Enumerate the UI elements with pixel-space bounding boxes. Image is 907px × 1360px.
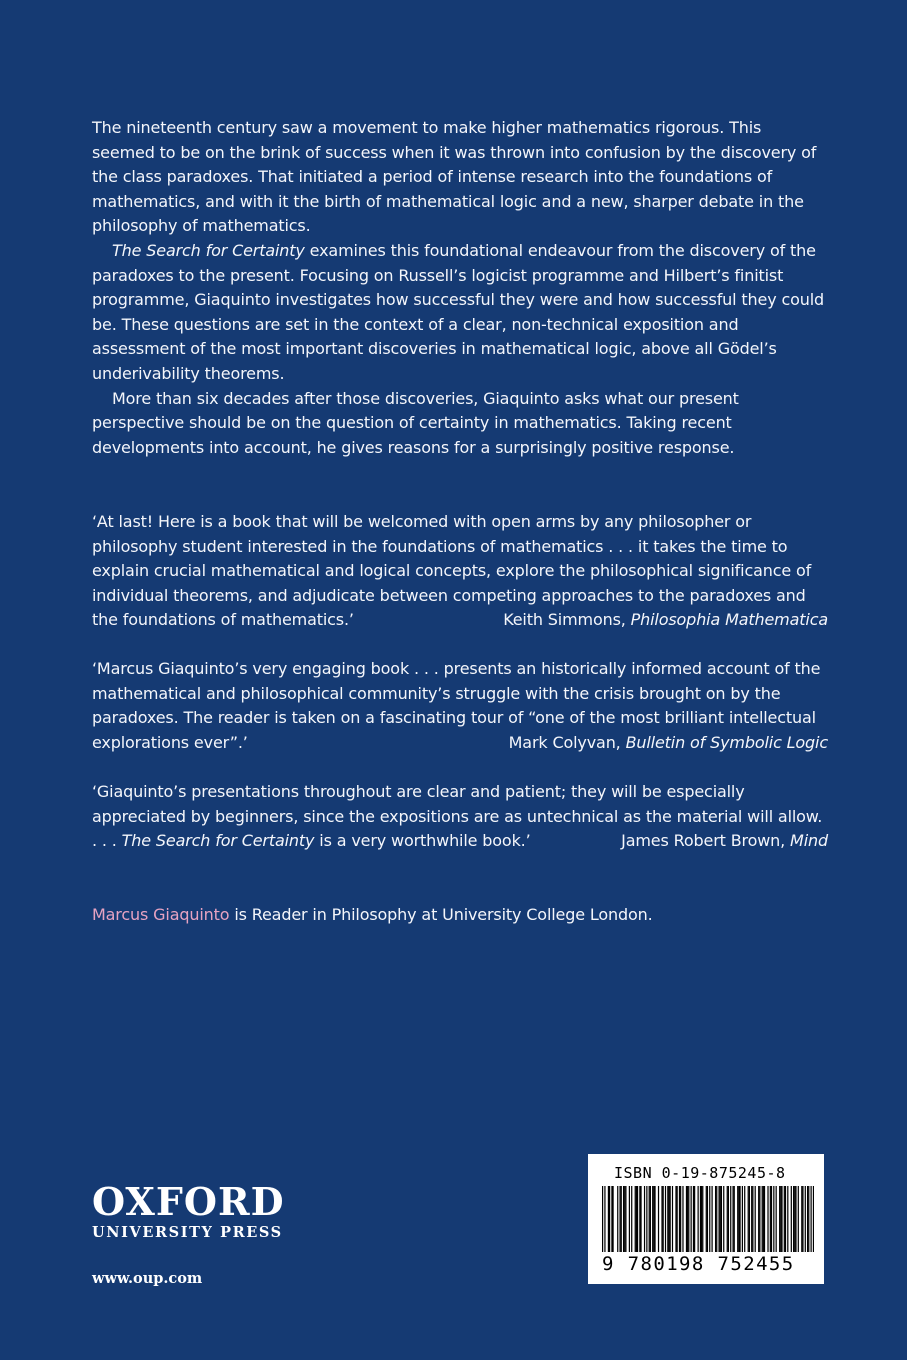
barcode-bar [811,1186,812,1252]
barcode-bar [650,1186,651,1252]
barcode-bar [680,1186,681,1252]
barcode-bar [749,1186,750,1252]
barcode-bar [711,1186,712,1252]
barcode-bar [767,1186,768,1252]
barcode-bar [663,1186,664,1252]
barcode-bar [637,1186,638,1252]
barcode-bar [636,1186,637,1252]
barcode-bar [785,1186,786,1252]
barcode-bar [730,1186,731,1252]
reviewer-name: Mark Colyvan, [508,732,626,752]
book-title: The Search for Certainty [112,240,305,260]
barcode-bar [802,1186,803,1252]
book-description [92,116,828,460]
barcode-bar [727,1186,728,1252]
barcode-bar [784,1186,785,1252]
barcode-bar [621,1186,622,1252]
barcode-bar [693,1186,694,1252]
barcode-bar [759,1186,760,1252]
barcode-bar [721,1186,722,1252]
barcode-bar [728,1186,729,1252]
review-publication: Philosophia Mathematica [630,610,828,630]
barcode-bar [707,1186,708,1252]
barcode-bar [737,1186,738,1252]
barcode-bar [779,1186,780,1252]
review-attribution [621,829,828,854]
barcode-bar [734,1186,735,1252]
barcode-bar [702,1186,703,1252]
barcode-bar [795,1186,796,1252]
barcode-bar [742,1186,743,1252]
barcode-bar [755,1186,756,1252]
barcode-bar [665,1186,666,1252]
barcode-bar [780,1186,781,1252]
barcode-bar [718,1186,719,1252]
barcode-bar [694,1186,695,1252]
description-paragraph-2 [92,239,828,387]
barcode-bar [698,1186,699,1252]
barcode-bar [773,1186,774,1252]
reviewer-name: James Robert Brown, [621,831,791,851]
barcode-bar [679,1186,680,1252]
barcode-bar [675,1186,676,1252]
barcode-bar [672,1186,673,1252]
barcode-bar [738,1186,739,1252]
barcode-bar [667,1186,668,1252]
publisher-logo-main: OXFORD [92,1179,285,1224]
barcode-bar [716,1186,717,1252]
barcode-bar [649,1186,650,1252]
barcode-bar [700,1186,701,1252]
review-publication: Bulletin of Symbolic Logic [625,732,828,752]
description-paragraph-3: More than six decades after those discoveries, Giaquinto asks what our present perspective should be on the question of certainty in mathematics. Taking recent developments into account, he gives reasons for a surprisingly positive response. [92,388,739,457]
barcode-bar [670,1186,671,1252]
barcode-bar [720,1186,721,1252]
barcode-bar [668,1186,669,1252]
barcode-bar [762,1186,763,1252]
barcode-bar [677,1186,678,1252]
barcode-bar [625,1186,626,1252]
barcode-bar [653,1186,654,1252]
reviewer-name: Keith Simmons, [503,610,631,630]
barcode-bars [602,1186,814,1254]
barcode-bar [764,1186,765,1252]
barcode-bar [715,1186,716,1252]
barcode-bar [793,1186,794,1252]
barcode-bar [609,1186,610,1252]
barcode-bar [805,1186,806,1252]
barcode-bar [744,1186,745,1252]
barcode-bar [706,1186,707,1252]
review-text: ‘At last! Here is a book that will be welcomed with open arms by any philosopher or philosophy student interested in the foundations of mathematics . . . it takes the time to explain crucial mathematical and logical concepts, explore the philosophical significance of individual theorems, and adjudicate between competing approaches to the paradoxes and the foundations of mathematics.’ [92,512,812,630]
isbn-label: ISBN 0-19-875245-8 [614,1164,786,1182]
barcode-bar [771,1186,772,1252]
barcode-bar [732,1186,733,1252]
barcode-bar [654,1186,655,1252]
barcode-bar [691,1186,692,1252]
barcode-bar [758,1186,759,1252]
barcode-digits: 9 780198 752455 [602,1253,795,1275]
barcode-bar [629,1186,630,1252]
review-quote [92,510,828,633]
author-bio-text: is Reader in Philosophy at University College London. [229,905,653,924]
description-paragraph-2-text: examines this foundational endeavour from the discovery of the paradoxes to the present. Focusing on Russell’s logicist programme and Hilbert’s finitist programme, Giaquinto investigates how successful they were and how successful they could be. These questions are set in the context of a clear, non-technical exposition and assessment of the most important discoveries in mathematical logic, above all Gödel’s underivability theorems. [92,240,825,383]
barcode-bar [791,1186,792,1252]
barcode-bar [661,1186,662,1252]
description-paragraph-1: The nineteenth century saw a movement to make higher mathematics rigorous. This seemed to be on the brink of success when it was thrown into confusion by the discovery of the class paradoxes. That initiated a period of intense research into the foundations of mathematics, and with it the birth of mathematical logic and a new, sharper debate in the philosophy of mathematics. [92,118,817,236]
barcode-bar [801,1186,802,1252]
barcode-bar [723,1186,724,1252]
barcode-bar [608,1186,609,1252]
barcode-bar [619,1186,620,1252]
barcode-bar [686,1186,687,1252]
barcode-bar [631,1186,632,1252]
barcode-bar [776,1186,777,1252]
review-quote [92,780,828,854]
review-text: ‘Marcus Giaquinto’s very engaging book . . . presents an historically informed account of the mathematical and philosophical community’s struggle with the crisis brought on by the paradoxes. The reader is taken on a fascinating tour of “one of the most brilliant intellectual explorations ever”.’ [92,659,821,752]
review-text-end: is a very worthwhile book.’ [314,831,531,851]
barcode-bar [646,1186,647,1252]
publisher-website: www.oup.com [92,1270,203,1287]
barcode-bar [687,1186,688,1252]
barcode-bar [770,1186,771,1252]
review-quote [92,657,828,755]
barcode-bar [612,1186,613,1252]
review-attribution [503,608,828,633]
barcode-bar [781,1186,782,1252]
barcode-bar [813,1186,814,1252]
barcode-bar [624,1186,625,1252]
barcode-bar [640,1186,641,1252]
isbn-barcode [588,1154,824,1284]
publisher-logo [92,1179,302,1244]
barcode-bar [798,1186,799,1252]
author-name: Marcus Giaquinto [92,905,230,924]
barcode-bar [739,1186,740,1252]
barcode-bar [808,1186,809,1252]
barcode-bar [623,1186,624,1252]
barcode-bar [611,1186,612,1252]
barcode-bar [748,1186,749,1252]
barcode-bar [807,1186,808,1252]
barcode-bar [682,1186,683,1252]
barcode-bar [635,1186,636,1252]
barcode-bar [794,1186,795,1252]
barcode-bar [644,1186,645,1252]
barcode-bar [658,1186,659,1252]
review-attribution [509,731,828,756]
barcode-bar [763,1186,764,1252]
barcode-bar [751,1186,752,1252]
barcode-bar [752,1186,753,1252]
review-text-start: ‘Giaquinto’s presentations throughout are clear and patient; they will be especially appreciated by beginners, since the expositions are as untechnical as the material will allow. . . . [92,782,823,851]
barcode-bar [787,1186,788,1252]
review-publication: Mind [790,831,828,851]
publisher-logo-sub: UNIVERSITY PRESS [92,1224,283,1241]
barcode-bar [688,1186,689,1252]
barcode-bar [652,1186,653,1252]
barcode-bar [701,1186,702,1252]
barcode-bar [617,1186,618,1252]
author-bio [92,903,828,928]
barcode-bar [709,1186,710,1252]
barcode-bar [604,1186,605,1252]
book-title: The Search for Certainty [121,831,315,851]
barcode-bar [602,1186,603,1252]
barcode-bar [639,1186,640,1252]
